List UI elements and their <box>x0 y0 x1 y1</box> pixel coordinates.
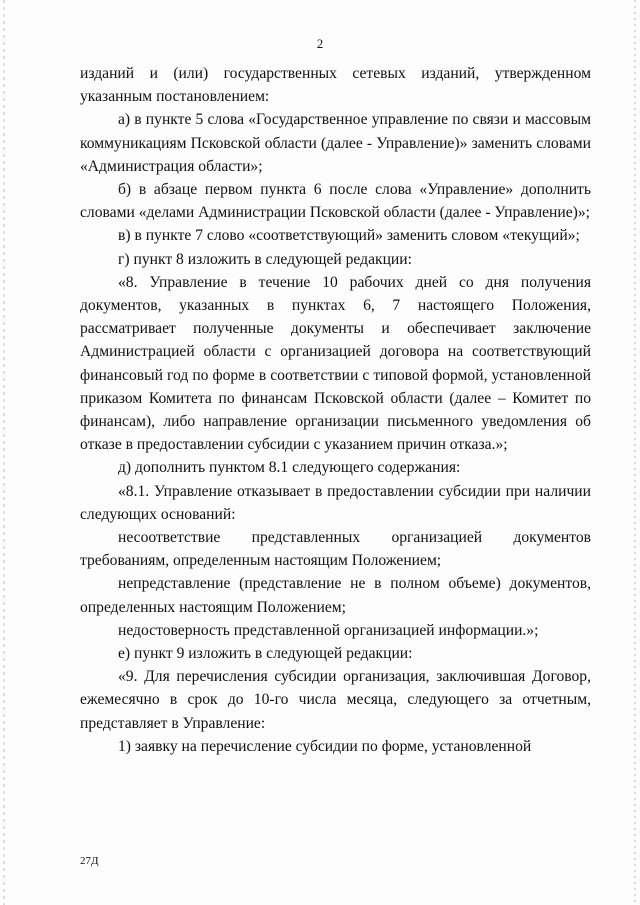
scan-edge-left <box>3 0 5 905</box>
paragraph: в) в пункте 7 слово «соответствующий» заменить словом «текущий»; <box>118 227 580 245</box>
paragraph: 1) заявку на перечисление субсидии по форме, установленной <box>118 737 532 755</box>
scan-edge-right <box>634 0 636 905</box>
document-body <box>80 62 591 758</box>
paragraph: «8. Управление в течение 10 рабочих дней со дня получения документов, указанных в пунктах 6, 7 настоящего Положения, рассматривает полученные документы и обеспечивает заключение Администрацией области с организацией договора на соответствующий финансовый год по форме в соответствии с типовой формой, установленной приказом Комитета по финансам Псковской области (далее – Комитет по финансам), либо направление организации письменного уведомления об отказе в предоставлении субсидии с указанием причин отказа.»; <box>80 273 591 454</box>
paragraph: г) пункт 8 изложить в следующей редакции: <box>118 250 412 268</box>
page-number: 2 <box>316 36 324 51</box>
footer-code: 27Д <box>80 855 99 867</box>
paragraph: недостоверность представленной организацией информации.»; <box>118 621 539 639</box>
paragraph: «9. Для перечисления субсидии организация, заключившая Договор, ежемесячно в срок до 10-го числа месяца, следующего за отчетным, представляет в Управление: <box>80 668 591 732</box>
paragraph: а) в пункте 5 слова «Государственное управление по связи и массовым коммуникациям Псковской области (далее - Управление)» заменить словами «Администрация области»; <box>80 111 591 175</box>
paragraph: несоответствие представленных организацией документов требованиям, определенным настоящим Положением; <box>80 529 591 570</box>
paragraph: «8.1. Управление отказывает в предоставлении субсидии при наличии следующих оснований: <box>80 482 591 523</box>
paragraph: д) дополнить пунктом 8.1 следующего содержания: <box>118 459 461 477</box>
paragraph: непредставление (представление не в полном объеме) документов, определенных настоящим Положением; <box>80 575 591 616</box>
paragraph: б) в абзаце первом пункта 6 после слова «Управление» дополнить словами «делами Администрации Псковской области (далее - Управление)»; <box>80 181 591 222</box>
paragraph: изданий и (или) государственных сетевых изданий, утвержденном указанным постановлением: <box>80 65 591 106</box>
paragraph: е) пункт 9 изложить в следующей редакции: <box>118 645 413 663</box>
